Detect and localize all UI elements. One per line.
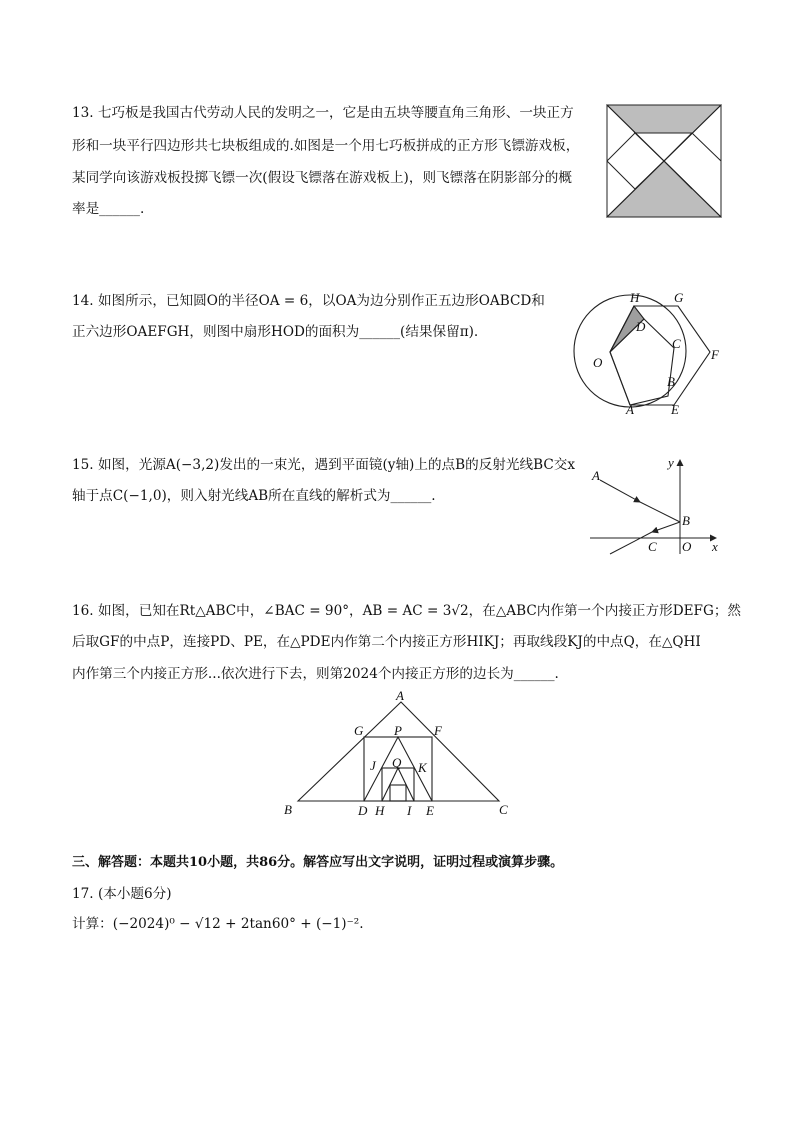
- label-h: H: [630, 290, 640, 305]
- label-q: Q: [392, 755, 402, 770]
- tangram-figure: [606, 104, 722, 218]
- q13-line-3: 某同学向该游戏板投掷飞镖一次(假设飞镖落在游戏板上)，则飞镖落在阴影部分的概: [72, 170, 572, 186]
- q17-expression: 计算：(−2024)⁰ − √12 + 2tan60° + (−1)⁻².: [72, 916, 364, 932]
- label-b: B: [667, 374, 675, 389]
- label-x: x: [712, 539, 718, 554]
- ray-bc-part2: [610, 532, 652, 554]
- label-g: G: [354, 723, 364, 738]
- q16-line-1: 16. 如图，已知在Rt△ABC中，∠BAC = 90°，AB = AC = 3√2，在△ABC内作第一个内接正方形DEFG；然: [72, 603, 742, 619]
- label-c: C: [499, 802, 508, 817]
- tangram-shaded-bottom: [607, 161, 721, 217]
- inscribed-squares-figure: [280, 688, 516, 820]
- reflection-figure: [588, 454, 724, 558]
- label-f: F: [711, 347, 719, 362]
- label-g: G: [674, 290, 684, 305]
- label-c: C: [648, 539, 657, 554]
- label-a: A: [396, 688, 404, 703]
- label-h: H: [375, 803, 385, 818]
- label-d: D: [358, 803, 368, 818]
- label-a: A: [592, 468, 600, 483]
- label-c: C: [672, 336, 681, 351]
- q13-line-2: 形和一块平行四边形共七块板组成的.如图是一个用七巧板拼成的正方形飞镖游戏板，: [72, 138, 580, 154]
- q16-line-2: 后取GF的中点P，连接PD、PE，在△PDE内作第二个内接正方形HIKJ；再取线段KJ的中点Q，在△QHI: [72, 634, 701, 650]
- label-o: O: [593, 355, 603, 370]
- label-d: D: [636, 319, 646, 334]
- label-k: K: [418, 760, 427, 775]
- label-o: O: [682, 539, 692, 554]
- q15-line-2: 轴于点C(−1,0)，则入射光线AB所在直线的解析式为______.: [72, 488, 436, 504]
- q13-line-1: 13. 七巧板是我国古代劳动人民的发明之一，它是由五块等腰直角三角形、一块正方: [72, 105, 574, 121]
- ray-ab-part2: [640, 502, 680, 522]
- square-third: [390, 785, 406, 801]
- triangle-abc: [298, 702, 499, 801]
- q17-title: 17. (本小题6分): [72, 886, 172, 902]
- label-f: F: [434, 723, 442, 738]
- q16-line-3: 内作第三个内接正方形...依次进行下去，则第2024个内接正方形的边长为______.: [72, 666, 559, 682]
- ray-bc-part1: [652, 522, 680, 532]
- label-e: E: [426, 803, 434, 818]
- hexagon-oaefgh: [610, 306, 710, 405]
- label-p: P: [394, 723, 402, 738]
- label-y: y: [668, 455, 674, 470]
- q15-line-1: 15. 如图，光源A(−3,2)发出的一束光，遇到平面镜(y轴)上的点B的反射光线BC交x: [72, 457, 575, 473]
- label-i: I: [407, 803, 412, 818]
- section3-header: 三、解答题：本题共10小题，共86分。解答应写出文字说明，证明过程或演算步骤。: [72, 855, 564, 870]
- label-a: A: [626, 402, 634, 417]
- label-j: J: [370, 758, 376, 773]
- label-b: B: [284, 802, 292, 817]
- tangram-unshaded-mask-top: [635, 133, 692, 161]
- q14-line-2: 正六边形OAEFGH，则图中扇形HOD的面积为______(结果保留π).: [72, 324, 479, 340]
- label-b: B: [682, 513, 690, 528]
- ray-ab-part1: [600, 480, 640, 502]
- q13-line-4: 率是______.: [72, 201, 145, 217]
- circle-polygons-figure: [550, 290, 730, 420]
- q14-line-1: 14. 如图所示，已知圆O的半径OA = 6，以OA为边分别作正五边形OABCD和: [72, 293, 545, 309]
- label-e: E: [671, 402, 679, 417]
